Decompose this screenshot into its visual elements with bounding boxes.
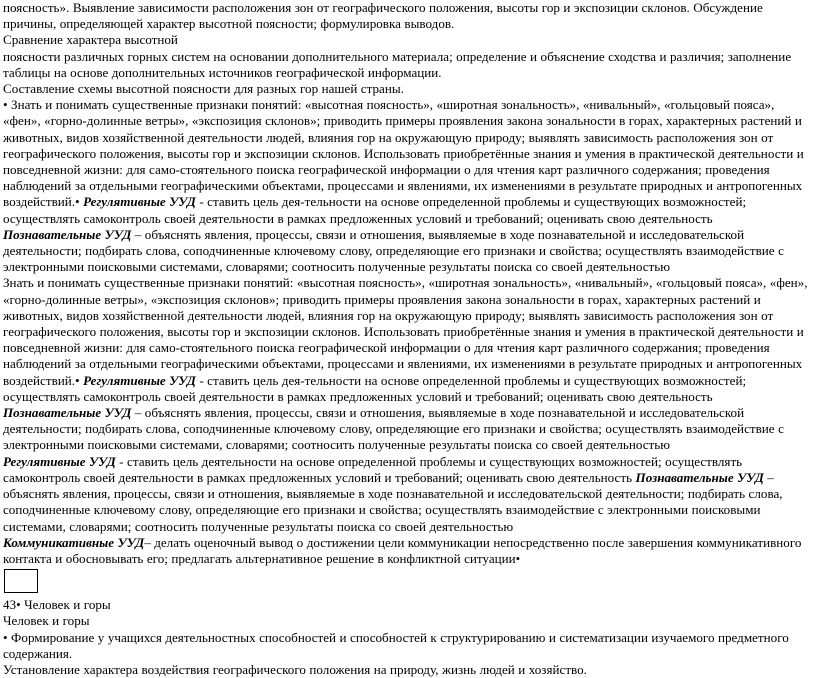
regulative-uud-text: - ставить цель деятельности на основе определенной проблемы и существующих возможностей; осуществлять самоконтроль своей деятельности в рамках предложенных условий и требований; оценивать свою деятельность — [3, 453, 743, 485]
cognitive-uud-text: – объяснять явления, процессы, связи и отношения, выявляемые в ходе познавательной и исследовательской деятельности; подбирать слова, соподчиненные ключевому слову, определяющие его признаки и свойства; осуществлять взаимодействие с электронными поисковыми системами, словарями; соотносить полученные результаты поиска со своей деятельностью — [3, 226, 784, 275]
regulative-uud-label: Регулятивные УУД — [83, 372, 196, 388]
regulative-uud-text: - ставить цель дея-тельности на основе определенной проблемы и существующих возможностей; осуществлять самоконтроль своей деятельности в рамках предложенных условий и требований; оценивать свою деятельность — [3, 194, 747, 226]
cognitive-uud-text: – объяснять явления, процессы, связи и отношения, выявляемые в ходе познавательной и исследовательской деятельности; подбирать слова, соподчиненные ключевому слову, определяющие его признаки и свойства; осуществлять взаимодействие с электронными поисковыми системами, словарями; соотносить полученные результаты поиска со своей деятельностью — [3, 469, 783, 534]
communicative-uud-text: – делать оценочный вывод о достижении цели коммуникации непосредственно после завершения коммуникативного контакта и обосновывать его; предлагать альтернативное решение в конфликтной ситуации• — [3, 534, 802, 566]
cognitive-uud-text: – объяснять явления, процессы, связи и отношения, выявляемые в ходе познавательной и исследовательской деятельности; подбирать слова, соподчиненные ключевому слову, определяющие его признаки и свойства; осуществлять взаимодействие с электронными поисковыми системами, словарями; соотносить полученные результаты поиска со своей деятельностью — [3, 405, 784, 453]
regulative-uud-label: Регулятивные УУД — [3, 453, 116, 469]
paragraph-establishment: Установление характера воздействия географического положения на природу, жизнь людей и хозяйство. — [3, 661, 587, 677]
paragraph-scheme: Составление схемы высотной поясности для разных гор нашей страны. — [3, 81, 404, 97]
lesson-title: Человек и горы — [3, 613, 90, 629]
paragraph-competencies-2 — [3, 275, 813, 453]
paragraph-comparison-body: поясности различных горных систем на основании дополнительного материала; определение и объяснение сходства и различия; заполнение таблицы на основе дополнительных источников географической информации. — [3, 48, 792, 80]
regulative-uud-text: - ставить цель дея-тельности на основе определенной проблемы и существующих возможностей; осуществлять самоконтроль своей деятельности в рамках предложенных условий и требований; оценивать свою деятельность — [3, 372, 747, 404]
paragraph-uud — [3, 454, 813, 535]
competencies-text: Знать и понимать существенные признаки понятий: «высотная поясность», «широтная зональность», «нивальный», «гольцовый пояса», «фен», «горно-долинные ветры», «экспозиция склонов»; приводить примеры проявления закона зональности в горах, характерных растений и животных, видов хозяйственной деятельности людей, влияния гор на окружающую природу; выявлять зависимость расположения зон от географического положения, высоты гор и экспозиции склонов. Использовать приобретённые знания и умения в практической деятельности и повседневной жизни: для само-стоятельного поиска географической информации о для чтения карт различного содержания; проведения наблюдений за отдельными географическими объектами, процессами и явлениями, их изменениями в результате природных и антропогенных воздействий.• — [3, 275, 808, 388]
lesson-number-title: 43• Человек и горы — [3, 597, 111, 613]
competencies-text: • Знать и понимать существенные признаки понятий: «высотная поясность», «широтная зональность», «нивальный», «гольцовый пояса», «фен», «горно-долинные ветры», «экспозиция склонов»; приводить примеры проявления закона зональности в горах, характерных растений и животных, видов хозяйственной деятельности людей, влияния гор на окружающую природу; выявлять зависимость расположения зон от географического положения, высоты гор и экспозиции склонов. Использовать приобретённые знания и умения в практической деятельности и повседневной жизни: для само-стоятельного поиска географической информации о для чтения карт различного содержания; проведения наблюдений за отдельными географическими объектами, процессами и явлениями, их изменениями в результате природных и антропогенных воздействий.• — [3, 97, 804, 210]
paragraph-competencies-1 — [3, 97, 813, 275]
cognitive-uud-label: Познавательные УУД — [3, 226, 132, 242]
cognitive-uud-label: Познавательные УУД — [3, 405, 132, 421]
empty-table-cell — [4, 569, 38, 593]
cognitive-uud-label: Познавательные УУД — [635, 469, 764, 485]
regulative-uud-label: Регулятивные УУД — [83, 194, 196, 210]
paragraph-intro-end: поясность». Выявление зависимости расположения зон от географического положения, высоты гор и экспозиции склонов. Обсуждение причины, определяющей характер высотной поясности; формулировка выводов. — [3, 0, 763, 32]
paragraph-formation: • Формирование у учащихся деятельностных способностей и способностей к структурированию и систематизации изучаемого предметного содержания. — [3, 629, 789, 661]
paragraph-comparison-title: Сравнение характера высотной — [3, 32, 178, 48]
communicative-uud-label: Коммуникативные УУД — [3, 534, 145, 550]
